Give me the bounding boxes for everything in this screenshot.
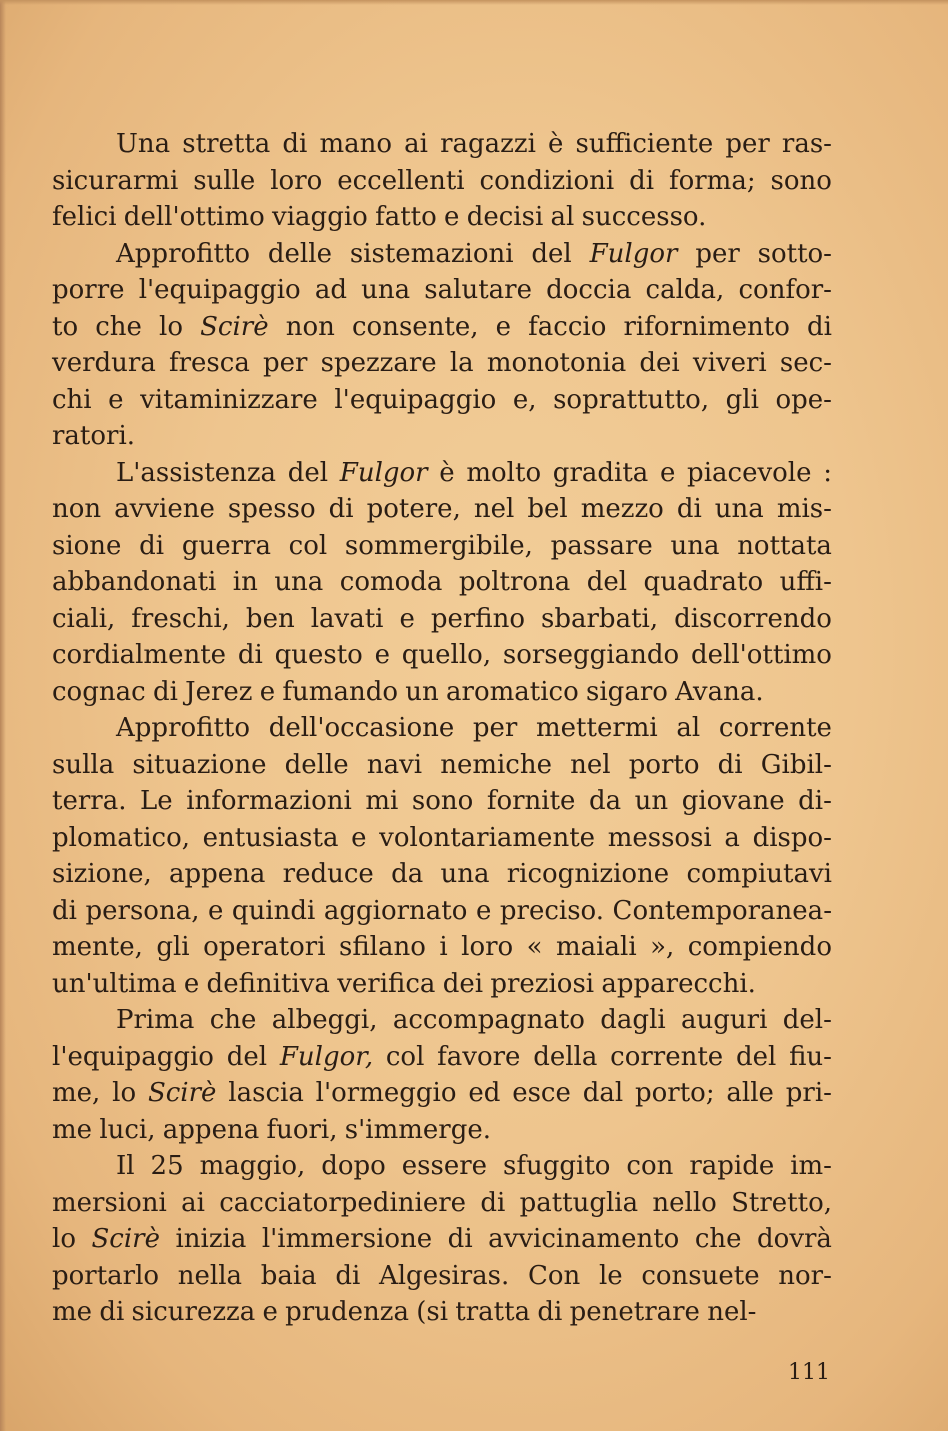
text-line: to che lo Scirè non consente, e faccio rifornimento di: [52, 311, 832, 342]
text-line: sicurarmi sulle loro eccellenti condizioni di forma; sono: [52, 165, 832, 196]
page-edge-top: [0, 0, 948, 5]
text-line: chi e vitaminizzare l'equipaggio e, soprattutto, gli ope-: [52, 384, 832, 415]
text-line: Una stretta di mano ai ragazzi è sufficiente per ras-: [116, 129, 832, 159]
text-line: Prima che albeggi, accompagnato dagli auguri del-: [116, 1005, 832, 1035]
text-line: portarlo nella baia di Algesiras. Con le consuete nor-: [52, 1260, 832, 1291]
text-line: sione di guerra col sommergibile, passare una nottata: [52, 530, 832, 561]
paragraph: [52, 1002, 832, 1148]
text-line: sizione, appena reduce da una ricognizione compiutavi: [52, 859, 832, 889]
text-line: Approfitto delle sistemazioni del Fulgor per sotto-: [116, 238, 832, 269]
paragraph: [52, 710, 832, 1002]
text-line: abbandonati in una comoda poltrona del quadrato uffi-: [52, 567, 832, 597]
text-line: mente, gli operatori sfilano i loro « maiali », compiendo: [52, 932, 832, 962]
paragraph: [52, 236, 832, 455]
text-line: L'assistenza del Fulgor è molto gradita e piacevole :: [116, 457, 832, 488]
text-line: me, lo Scirè lascia l'ormeggio ed esce dal porto; alle pri-: [52, 1078, 832, 1108]
text-line: felici dell'ottimo viaggio fatto e decisi al successo.: [52, 202, 707, 232]
text-line: non avviene spesso di potere, nel bel mezzo di una mis-: [52, 494, 832, 524]
text-line: Il 25 maggio, dopo essere sfuggito con rapide im-: [116, 1151, 832, 1181]
text-line: l'equipaggio del Fulgor, col favore della corrente del fiu-: [52, 1041, 832, 1072]
text-line: mersioni ai cacciatorpediniere di pattuglia nello Stretto,: [52, 1187, 832, 1218]
text-line: plomatico, entusiasta e volontariamente messosi a dispo-: [52, 822, 832, 853]
paragraph: [52, 126, 832, 236]
text-line: ciali, freschi, ben lavati e perfino sbarbati, discorrendo: [52, 603, 832, 634]
text-line: sulla situazione delle navi nemiche nel porto di Gibil-: [52, 749, 832, 780]
text-line: ratori.: [52, 421, 136, 451]
page-edge-left: [0, 0, 6, 1431]
text-line: Approfitto dell'occasione per mettermi al corrente: [116, 713, 832, 743]
page-number: 111: [788, 1360, 830, 1385]
text-line: cordialmente di questo e quello, sorseggiando dell'ottimo: [52, 640, 832, 670]
book-page-text: [52, 126, 832, 1331]
text-line: porre l'equipaggio ad una salutare doccia calda, confor-: [52, 275, 832, 305]
text-line: terra. Le informazioni mi sono fornite da un giovane di-: [52, 786, 832, 816]
text-line: un'ultima e definitiva verifica dei preziosi apparecchi.: [52, 968, 756, 999]
text-line: me di sicurezza e prudenza (si tratta di penetrare nel-: [52, 1297, 757, 1327]
text-line: me luci, appena fuori, s'immerge.: [52, 1114, 491, 1145]
text-line: cognac di Jerez e fumando un aromatico sigaro Avana.: [52, 676, 764, 707]
text-line: verdura fresca per spezzare la monotonia dei viveri sec-: [52, 348, 832, 378]
paragraph: [52, 455, 832, 711]
text-line: lo Scirè inizia l'immersione di avvicinamento che dovrà: [52, 1224, 832, 1254]
text-line: di persona, e quindi aggiornato e preciso. Contemporanea-: [52, 895, 832, 926]
paragraph: [52, 1148, 832, 1331]
